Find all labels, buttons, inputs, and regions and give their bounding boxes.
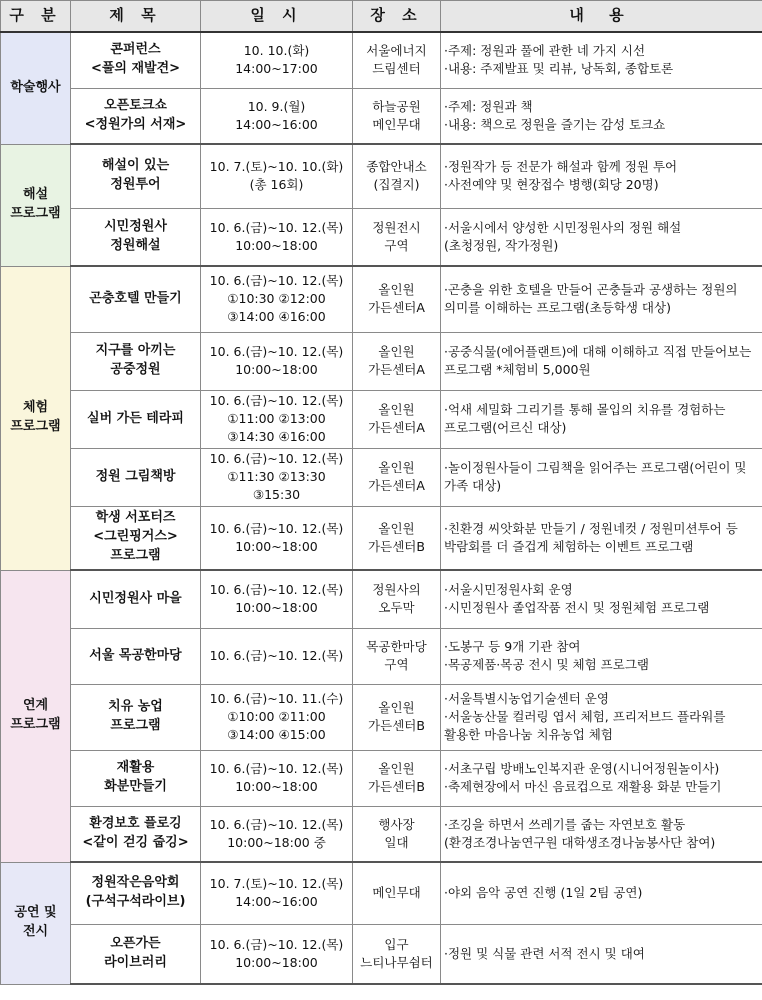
program-title: 프로그램 — [110, 718, 161, 733]
program-date-cell — [201, 628, 353, 684]
program-content: ·서울시에서 양성한 시민정원사의 정원 해설 — [444, 219, 682, 235]
category-cell — [1, 144, 71, 266]
program-title: 재활용 — [116, 760, 155, 776]
program-date: 10:00~18:00 — [235, 237, 318, 253]
program-place-cell — [353, 806, 441, 862]
program-title-cell — [71, 390, 201, 448]
program-title: 프로그램 — [110, 548, 161, 564]
program-date: 14:00~17:00 — [235, 61, 318, 77]
program-title-cell — [71, 628, 201, 684]
program-title: 곤충호텔 만들기 — [89, 290, 182, 306]
program-date-cell — [201, 806, 353, 862]
program-content-cell — [441, 448, 762, 506]
program-place: 가든센터B — [368, 779, 425, 794]
program-date-cell — [201, 208, 353, 266]
program-date: 10:00~18:00 — [235, 362, 318, 377]
program-place-cell — [353, 266, 441, 332]
program-content: ·목공제품·목공 전시 및 체험 프로그램 — [444, 657, 649, 672]
program-date: ③15:30 — [252, 487, 301, 503]
program-date: 10:00~18:00 — [235, 600, 318, 616]
program-date-cell — [201, 32, 353, 88]
program-title-cell — [71, 332, 201, 390]
program-content: ·공중식물(에어플랜트)에 대해 이해하고 직접 만들어보는 프로그램 *체험비 5,000원 — [444, 343, 752, 377]
category-cell — [1, 862, 71, 984]
program-title-cell — [71, 862, 201, 924]
program-place: 일대 — [384, 834, 409, 850]
program-content: ·주제: 정원과 풀에 관한 네 가지 시선 — [444, 43, 646, 59]
category-label: 공연 및 — [14, 905, 57, 921]
program-date: 14:00~16:00 — [235, 116, 318, 132]
program-date: ①10:00 ②11:00 — [227, 708, 326, 724]
program-content: ·주제: 정원과 책 — [444, 98, 533, 114]
program-place-cell — [353, 448, 441, 506]
program-date: 10. 6.(금)~10. 11.(수) — [209, 690, 344, 706]
program-title: <그린핑거스> — [93, 529, 178, 545]
program-content: ·조깅을 하면서 쓰레기를 줍는 자연보호 활동 — [444, 816, 686, 832]
program-content-cell — [441, 628, 762, 684]
program-place: (집결지) — [373, 177, 420, 193]
program-date: 10:00~18:00 — [235, 954, 318, 970]
program-date: 10:00~18:00 — [235, 779, 318, 794]
program-content: ·도봉구 등 9개 기관 참여 — [444, 638, 581, 654]
program-content: ·야외 음악 공연 진행 (1일 2팀 공연) — [444, 885, 643, 901]
program-place: 가든센터A — [368, 300, 425, 316]
program-content: (환경조경나눔연구원 대학생조경나눔봉사단 참여) — [444, 834, 716, 850]
table-row — [1, 332, 762, 390]
program-content-cell — [441, 332, 762, 390]
program-title: 정원 그림책방 — [95, 468, 176, 484]
program-place: 올인원 — [378, 282, 415, 298]
program-place-cell — [353, 208, 441, 266]
table-row — [1, 266, 762, 332]
program-title: 콘퍼런스 — [110, 42, 161, 58]
program-content: ·놀이정원사들이 그림책을 읽어주는 프로그램(어린이 및 가족 대상) — [444, 459, 747, 493]
table-row — [1, 390, 762, 448]
program-place: 구역 — [384, 237, 409, 253]
program-date-cell — [201, 332, 353, 390]
program-content-cell — [441, 924, 762, 984]
program-date-cell — [201, 390, 353, 448]
program-place-cell — [353, 924, 441, 984]
table-row — [1, 506, 762, 570]
program-date: 10:00~18:00 중 — [227, 834, 326, 850]
program-place: 올인원 — [378, 343, 415, 359]
program-content: ·서울특별시농업기술센터 운영 — [444, 690, 609, 706]
table-row — [1, 144, 762, 208]
program-place: 올인원 — [378, 459, 415, 475]
program-content-cell — [441, 506, 762, 570]
program-date-cell — [201, 862, 353, 924]
program-place: 하늘공원 — [372, 98, 421, 114]
program-date: 10. 6.(금)~10. 12.(목) — [209, 520, 344, 536]
program-place: 올인원 — [378, 520, 415, 536]
program-date: 10. 7.(토)~10. 12.(목) — [209, 876, 344, 892]
program-title-cell — [71, 924, 201, 984]
program-title-cell — [71, 506, 201, 570]
program-content-cell — [441, 570, 762, 628]
program-content-cell — [441, 266, 762, 332]
program-content: ·서초구립 방배노인복지관 운영(시니어정원놀이사) — [444, 760, 720, 776]
program-content-cell — [441, 88, 762, 144]
program-place-cell — [353, 144, 441, 208]
program-date: ③14:00 ④15:00 — [227, 727, 326, 743]
header-place: 장 소 — [353, 1, 441, 33]
program-date-cell — [201, 924, 353, 984]
table-row — [1, 570, 762, 628]
category-cell — [1, 570, 71, 862]
program-title: 화분만들기 — [104, 779, 167, 794]
program-place: 느티나무쉼터 — [360, 954, 433, 970]
program-date: 10. 6.(금)~10. 12.(목) — [209, 273, 344, 289]
program-title: <정원가의 서재> — [84, 116, 187, 132]
program-content: ·사전예약 및 현장접수 병행(회당 20명) — [444, 177, 659, 193]
program-date: 10. 6.(금)~10. 12.(목) — [209, 816, 344, 832]
program-content: ·시민정원사 졸업작품 전시 및 정원체험 프로그램 — [444, 600, 710, 616]
program-place: 정원전시 — [372, 219, 421, 235]
program-title: 정원해설 — [110, 237, 161, 253]
program-date: ①10:30 ②12:00 — [227, 291, 326, 307]
program-title-cell — [71, 684, 201, 750]
program-place: 올인원 — [378, 760, 415, 776]
program-place-cell — [353, 684, 441, 750]
program-place: 메인무대 — [372, 116, 421, 132]
program-title-cell — [71, 750, 201, 806]
program-title: 시민정원사 마을 — [89, 590, 182, 606]
program-content-cell — [441, 862, 762, 924]
program-place: 가든센터A — [368, 362, 425, 377]
program-date-cell — [201, 266, 353, 332]
program-place: 가든센터B — [368, 718, 425, 733]
program-place: 정원사의 — [372, 582, 421, 598]
header-title: 제 목 — [71, 1, 201, 33]
program-content: ·내용: 주제발표 및 리뷰, 낭독회, 종합토론 — [444, 61, 674, 77]
program-title: 치유 농업 — [108, 699, 163, 715]
program-title-cell — [71, 88, 201, 144]
program-place-cell — [353, 390, 441, 448]
program-date-cell — [201, 570, 353, 628]
program-date: 10. 7.(토)~10. 10.(화) — [209, 159, 344, 175]
program-title: 실버 가든 테라피 — [87, 410, 184, 426]
program-date: (총 16회) — [249, 177, 304, 193]
program-content: ·서울시민정원사회 운영 — [444, 582, 573, 598]
program-place-cell — [353, 506, 441, 570]
table-row — [1, 628, 762, 684]
program-content-cell — [441, 144, 762, 208]
program-title: 환경보호 플로깅 — [89, 815, 182, 831]
program-place-cell — [353, 570, 441, 628]
header-row — [1, 1, 762, 33]
program-content: ·정원작가 등 전문가 해설과 함께 정원 투어 — [444, 159, 678, 175]
program-title-cell — [71, 32, 201, 88]
program-content-cell — [441, 806, 762, 862]
program-date-cell — [201, 144, 353, 208]
program-date: 10:00~18:00 — [235, 538, 318, 554]
program-date: ①11:30 ②13:30 — [227, 468, 326, 484]
program-date: 14:00~16:00 — [235, 894, 318, 910]
program-date: 10. 6.(금)~10. 12.(목) — [209, 936, 344, 952]
program-place-cell — [353, 862, 441, 924]
table-row — [1, 862, 762, 924]
program-title: 공중정원 — [110, 362, 161, 377]
program-place: 가든센터B — [368, 538, 425, 554]
program-date: 10. 6.(금)~10. 12.(목) — [209, 343, 344, 359]
table-body — [1, 32, 762, 984]
program-title-cell — [71, 144, 201, 208]
program-place-cell — [353, 628, 441, 684]
program-content: ·내용: 책으로 정원을 즐기는 감성 토크쇼 — [444, 116, 666, 132]
category-label: 전시 — [22, 924, 49, 939]
program-title: (구석구석라이브) — [85, 894, 186, 910]
program-place: 입구 — [384, 936, 409, 952]
program-date: 10. 6.(금)~10. 12.(목) — [209, 582, 344, 598]
table-row — [1, 750, 762, 806]
program-content: ·억새 세밀화 그리기를 통해 몰입의 치유를 경험하는 프로그램(어르신 대상) — [444, 401, 726, 435]
program-date: 10. 6.(금)~10. 12.(목) — [209, 760, 344, 776]
program-content-cell — [441, 684, 762, 750]
program-place-cell — [353, 332, 441, 390]
program-place: 메인무대 — [372, 885, 421, 901]
program-content-cell — [441, 750, 762, 806]
program-content: ·서울농산물 컬러링 엽서 체험, 프리저브드 플라워를 활용한 마음나눔 치유농업 체험 — [444, 708, 726, 743]
category-label: 프로그램 — [10, 419, 61, 434]
category-label: 프로그램 — [10, 717, 61, 732]
table-row — [1, 208, 762, 266]
program-date: ①11:00 ②13:00 — [227, 410, 326, 426]
program-date-cell — [201, 750, 353, 806]
program-title: 오픈가든 — [110, 935, 161, 951]
header-content: 내 용 — [441, 1, 762, 33]
category-label: 연계 — [22, 698, 49, 714]
category-label: 프로그램 — [10, 206, 61, 221]
category-label: 해설 — [22, 187, 49, 203]
program-title: 학생 서포터즈 — [95, 510, 176, 526]
program-date: 10. 10.(화) — [243, 43, 310, 59]
program-date: ③14:00 ④16:00 — [227, 309, 326, 325]
program-title: <풀의 재발견> — [90, 61, 181, 77]
program-title: 해설이 있는 — [101, 158, 170, 174]
program-place-cell — [353, 32, 441, 88]
table-row — [1, 88, 762, 144]
program-title-cell — [71, 266, 201, 332]
program-title: 라이브러리 — [104, 954, 167, 970]
program-date: ③14:30 ④16:00 — [227, 429, 326, 445]
category-cell — [1, 32, 71, 144]
program-title: 지구를 아끼는 — [95, 343, 176, 359]
program-content: ·축제현장에서 마신 음료컵으로 재활용 화분 만들기 — [444, 779, 722, 794]
program-title-cell — [71, 570, 201, 628]
program-place: 서울에너지 — [366, 43, 427, 59]
table-row — [1, 806, 762, 862]
program-content-cell — [441, 390, 762, 448]
program-date-cell — [201, 88, 353, 144]
program-title-cell — [71, 806, 201, 862]
program-place: 종합안내소 — [366, 159, 427, 175]
program-content: ·친환경 씨앗화분 만들기 / 정원네컷 / 정원미션투어 등 박람회를 더 즐겁게 체험하는 이벤트 프로그램 — [444, 520, 738, 554]
program-title-cell — [71, 208, 201, 266]
program-content-cell — [441, 208, 762, 266]
program-place: 목공한마당 — [366, 638, 427, 654]
category-cell — [1, 266, 71, 570]
table-row — [1, 32, 762, 88]
table-row — [1, 448, 762, 506]
category-label: 학술행사 — [10, 79, 61, 95]
program-title-cell — [71, 448, 201, 506]
program-date: 10. 6.(금)~10. 12.(목) — [209, 647, 344, 663]
program-date-cell — [201, 506, 353, 570]
program-place: 올인원 — [378, 401, 415, 417]
program-title: 시민정원사 — [104, 218, 167, 234]
program-title: <같이 걷깅 줍깅> — [82, 834, 189, 850]
program-date-cell — [201, 448, 353, 506]
program-place: 구역 — [384, 657, 409, 672]
table-row — [1, 684, 762, 750]
program-place-cell — [353, 88, 441, 144]
program-title: 서울 목공한마당 — [89, 647, 182, 663]
program-date-cell — [201, 684, 353, 750]
program-title: 정원투어 — [110, 177, 161, 193]
header-date: 일 시 — [201, 1, 353, 33]
program-content-cell — [441, 32, 762, 88]
program-title: 오픈토크쇼 — [104, 97, 167, 113]
program-content: ·곤충을 위한 호텔을 만들어 곤충들과 공생하는 정원의 의미를 이해하는 프로그램(초등학생 대상) — [444, 282, 738, 316]
program-date: 10. 9.(월) — [247, 98, 306, 114]
program-date: 10. 6.(금)~10. 12.(목) — [209, 219, 344, 235]
program-place-cell — [353, 750, 441, 806]
program-content: ·정원 및 식물 관련 서적 전시 및 대여 — [444, 945, 645, 961]
program-place: 올인원 — [378, 699, 415, 715]
program-place: 드림센터 — [372, 61, 421, 77]
program-place: 행사장 — [378, 816, 415, 832]
table-row — [1, 924, 762, 984]
category-label: 체험 — [22, 400, 49, 416]
program-place: 가든센터A — [368, 420, 425, 435]
program-place: 오두막 — [378, 600, 415, 616]
program-content: (초청정원, 작가정원) — [444, 237, 559, 253]
program-title: 정원작은음악회 — [91, 875, 180, 891]
program-place: 가든센터A — [368, 478, 425, 493]
program-date: 10. 6.(금)~10. 12.(목) — [209, 392, 344, 408]
program-date: 10. 6.(금)~10. 12.(목) — [209, 450, 344, 466]
header-category: 구 분 — [1, 1, 71, 33]
